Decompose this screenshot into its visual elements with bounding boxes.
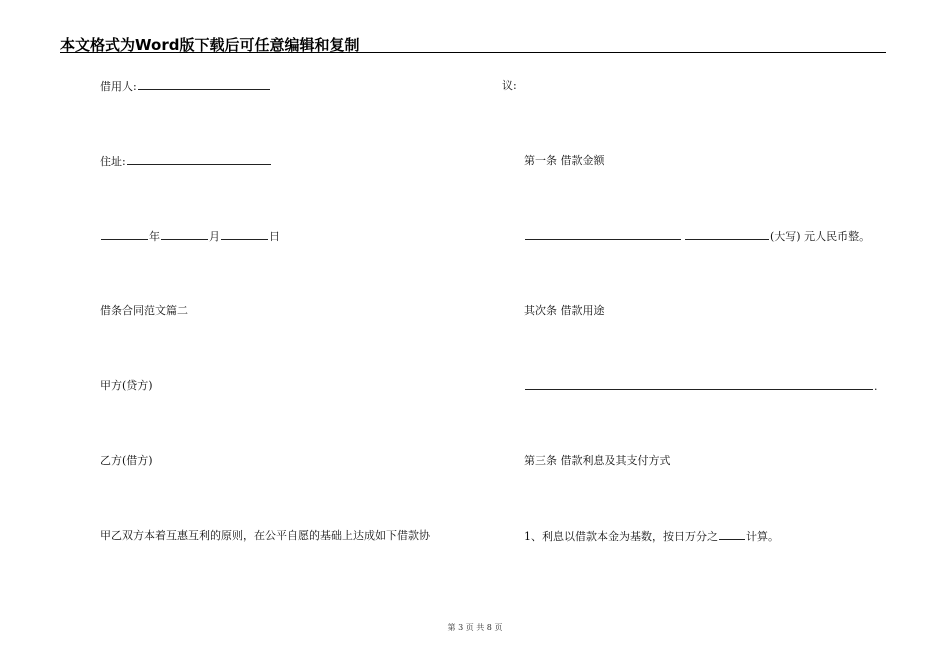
purpose-period: .	[874, 380, 878, 393]
agreement-intro-end: 议:	[502, 79, 517, 92]
party-a-label: 甲方(贷方)	[100, 379, 153, 392]
agreement-intro: 甲乙双方本着互惠互利的原则，在公平自愿的基础上达成如下借款协	[100, 529, 430, 542]
day-blank	[221, 229, 268, 240]
amount-line	[524, 229, 870, 244]
interest-text-end: 计算。	[746, 530, 779, 543]
header-divider	[60, 52, 886, 53]
address-line	[100, 154, 272, 169]
purpose-line	[524, 379, 878, 394]
document-header-title: 本文格式为Word版下载后可任意编辑和复制	[60, 36, 360, 54]
borrower-blank	[138, 79, 270, 90]
year-label: 年	[149, 230, 160, 243]
interest-rate-blank	[719, 529, 745, 540]
interest-text: 1、利息以借款本金为基数，按日万分之	[524, 530, 718, 543]
date-line	[100, 229, 280, 244]
article-3-title: 第三条 借款利息及其支付方式	[524, 454, 671, 467]
address-blank	[127, 154, 271, 165]
article-1-title: 第一条 借款金额	[524, 154, 605, 167]
party-b-label: 乙方(借方)	[100, 454, 153, 467]
section-heading: 借条合同范文篇二	[100, 304, 188, 317]
page-footer: 第 3 页 共 8 页	[447, 623, 503, 632]
interest-line	[524, 529, 779, 544]
address-label: 住址:	[100, 155, 126, 168]
amount-uppercase-blank	[685, 229, 769, 240]
day-label: 日	[269, 230, 280, 243]
article-2-title: 其次条 借款用途	[524, 304, 605, 317]
amount-suffix: (大写) 元人民币整。	[770, 230, 871, 243]
amount-blank	[525, 229, 681, 240]
month-blank	[161, 229, 208, 240]
borrower-line	[100, 79, 271, 94]
year-blank	[101, 229, 148, 240]
borrower-label: 借用人:	[100, 80, 137, 93]
month-label: 月	[209, 230, 220, 243]
purpose-blank	[525, 379, 873, 390]
